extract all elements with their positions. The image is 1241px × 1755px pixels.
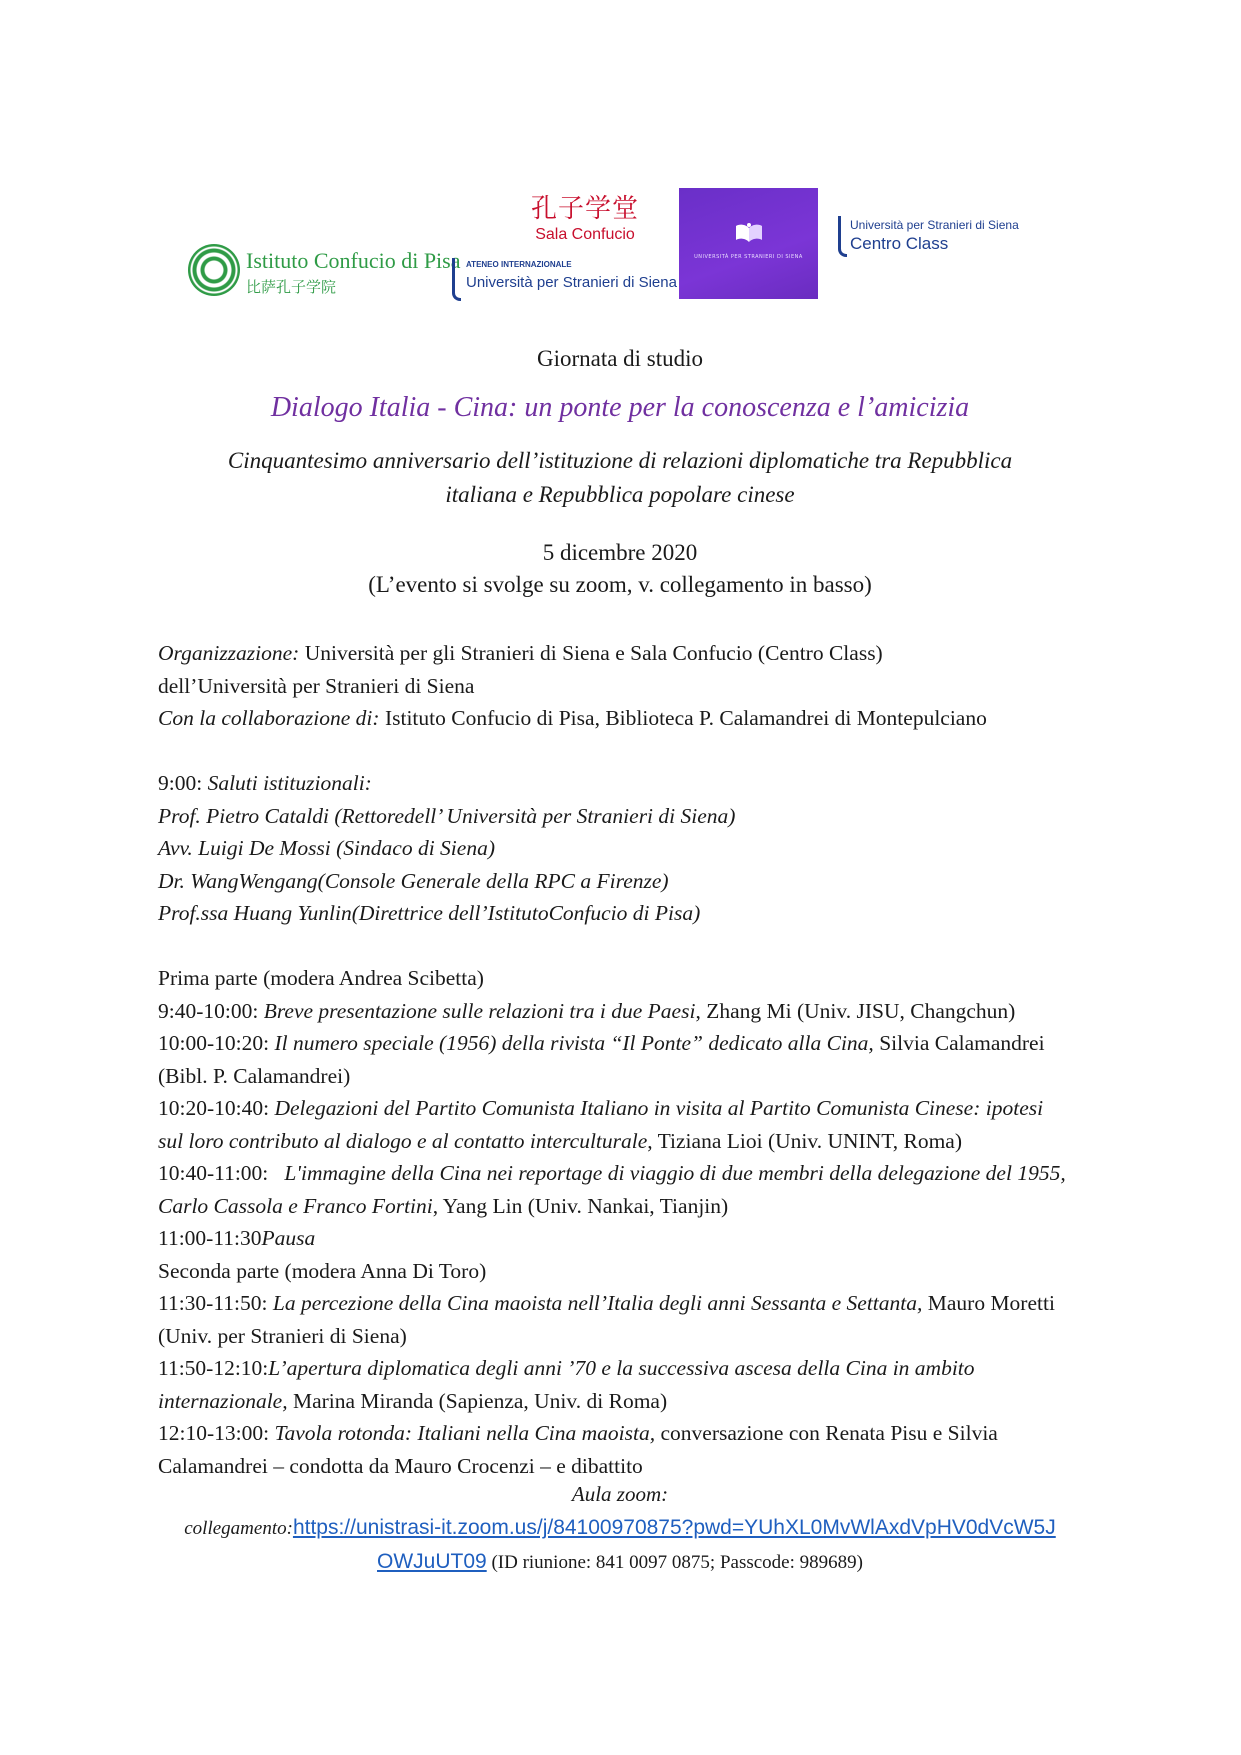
session-item: [158, 1157, 1088, 1190]
pause-time: 11:00-11:30: [158, 1226, 262, 1250]
greetings-label: Saluti istituzionali:: [207, 771, 372, 795]
session-time: 11:50-12:10:: [158, 1356, 269, 1380]
session-time: 9:40-10:00:: [158, 998, 264, 1023]
session-title-cont: internazionale,: [158, 1388, 288, 1413]
session-speaker: Silvia Calamandrei: [873, 1031, 1045, 1055]
subtitle-line-1: Cinquantesimo anniversario dell’istituzione di relazioni diplomatiche tra Repubblica: [227, 448, 1013, 473]
speaker-name: Prof. Pietro Cataldi (Rettoredell’ Università per Stranieri di Siena): [158, 803, 736, 828]
event-subtitle: [120, 444, 1120, 512]
session-cont: [158, 1190, 1088, 1223]
confucius-emblem-icon: [188, 244, 240, 296]
collaboration-text: Istituto Confucio di Pisa, Biblioteca P. Calamandrei di Montepulciano: [379, 706, 987, 730]
speaker-item: [158, 832, 1088, 865]
session-cont: [158, 1125, 1088, 1158]
session-speaker-cont: Calamandrei – condotta da Mauro Crocenzi – e dibattito: [158, 1453, 643, 1478]
organization-text: Università per gli Stranieri di Siena e Sala Confucio (Centro Class): [299, 641, 883, 665]
zoom-section: [140, 1478, 1100, 1580]
session-title-cont: Carlo Cassola e Franco Fortini: [158, 1193, 433, 1218]
session-title: L'immagine della Cina nei reportage di viaggio di due membri della delegazione del 1955,: [284, 1161, 1066, 1185]
session-item: [158, 1352, 1088, 1385]
sala-logo-name: Sala Confucio: [535, 226, 635, 243]
class-logo-name: Centro Class: [850, 234, 949, 253]
zoom-label: [140, 1478, 1100, 1511]
session-item: [158, 1417, 1088, 1450]
session-time: 12:10-13:00:: [158, 1421, 275, 1445]
session-speaker: , Zhang Mi (Univ. JISU, Changchun): [695, 998, 1016, 1023]
session-item: [158, 1287, 1088, 1320]
session-cont: [158, 1385, 1088, 1418]
collaboration-line: [158, 702, 1088, 735]
session-title: Tavola rotonda: Italiani nella Cina maoista,: [274, 1421, 656, 1445]
zoom-link-line-2: [140, 1545, 1100, 1580]
speaker-item: [158, 800, 1088, 833]
organization-line: [158, 637, 1088, 670]
subtitle-line-2: italiana e Repubblica popolare cinese: [445, 482, 795, 507]
class-logo-top: Università per Stranieri di Siena: [850, 218, 1019, 232]
session-title: Il numero speciale (1956) della rivista “Il Ponte” dedicato alla Cina,: [274, 1031, 874, 1055]
event-note: (L’evento si svolge su zoom, v. collegamento in basso): [368, 572, 872, 597]
session-speaker: Mauro Moretti: [922, 1291, 1055, 1315]
session-item: [158, 995, 1088, 1028]
greetings-time: 9:00:: [158, 771, 208, 795]
zoom-room-label: Aula zoom:: [571, 1482, 669, 1506]
ateneo-internazionale-logo: [452, 258, 680, 302]
ateneo-logo-top: ATENEO INTERNAZIONALE: [466, 260, 572, 269]
session-title: Breve presentazione sulle relazioni tra i due Paesi: [263, 998, 696, 1023]
pisa-logo-chinese: 比萨孔子学院: [246, 278, 337, 296]
zoom-link-label: collegamento:: [184, 1517, 293, 1539]
session-speaker-cont: (Univ. per Stranieri di Siena): [158, 1323, 407, 1348]
event-title: Dialogo Italia - Cina: un ponte per la conoscenza e l’amicizia: [270, 392, 970, 423]
pisa-logo-name: Istituto Confucio di Pisa: [246, 248, 461, 273]
session-speaker: , Yang Lin (Univ. Nankai, Tianjin): [432, 1193, 729, 1218]
program-body: [158, 637, 1088, 1482]
session-title: Delegazioni del Partito Comunista Italiano in visita al Partito Comunista Cinese: ipotesi: [274, 1096, 1044, 1120]
session-time: 10:20-10:40:: [158, 1096, 275, 1120]
part-one-heading: Prima parte (modera Andrea Scibetta): [158, 966, 484, 990]
speaker-name: Avv. Luigi De Mossi (Sindaco di Siena): [158, 836, 495, 860]
session-title-cont: sul loro contributo al dialogo e al contatto interculturale: [158, 1128, 648, 1153]
session-item: [158, 1027, 1088, 1060]
centro-class-logo: [838, 214, 1018, 258]
open-book-icon: [735, 222, 763, 244]
session-time: 10:40-11:00:: [158, 1161, 285, 1185]
sala-confucio-logo: [500, 194, 670, 250]
speaker-name: Prof.ssa Huang Yunlin(Direttrice dell’IstitutoConfucio di Pisa): [158, 901, 701, 925]
session-item: [158, 1092, 1088, 1125]
pause-label: Pausa: [261, 1226, 316, 1250]
purple-university-logo: [679, 188, 818, 299]
event-date: 5 dicembre 2020: [542, 540, 698, 565]
speaker-item: [158, 865, 1088, 898]
zoom-meeting-info: (ID riunione: 841 0097 0875; Passcode: 989689): [486, 1552, 863, 1573]
university-bracket-icon: [452, 258, 461, 301]
pause-item: [158, 1222, 1088, 1255]
collaboration-label: Con la collaborazione di:: [158, 706, 380, 730]
event-kicker: Giornata di studio: [536, 346, 704, 371]
sala-logo-chinese: 孔子学堂: [530, 194, 639, 224]
ateneo-logo-name: Università per Stranieri di Siena: [466, 274, 677, 291]
session-title: L’apertura diplomatica degli anni ’70 e la successiva ascesa della Cina in ambito: [268, 1356, 975, 1380]
organization-label: Organizzazione:: [158, 641, 300, 665]
session-time: 10:00-10:20:: [158, 1031, 275, 1055]
zoom-meeting-link-cont[interactable]: OWJuUT09: [377, 1550, 487, 1573]
istituto-confucio-pisa-logo: [188, 244, 461, 300]
session-speaker: , Tiziana Lioi (Univ. UNINT, Roma): [647, 1128, 962, 1153]
part-two-heading: Seconda parte (modera Anna Di Toro): [158, 1258, 487, 1283]
speaker-name: Dr. WangWengang(Console Generale della RPC a Firenze): [158, 868, 669, 893]
session-speaker: conversazione con Renata Pisu e Silvia: [655, 1421, 998, 1445]
organization-line-2: dell’Università per Stranieri di Siena: [158, 673, 475, 698]
session-title: La percezione della Cina maoista nell’Italia degli anni Sessanta e Settanta,: [272, 1291, 923, 1315]
zoom-meeting-link[interactable]: https://unistrasi-it.zoom.us/j/84100970875?pwd=YUhXL0MvWlAxdVpHV0dVcW5J: [292, 1515, 1056, 1539]
speaker-item: [158, 897, 1088, 930]
university-bracket-icon: [838, 216, 847, 257]
session-speaker: Marina Miranda (Sapienza, Univ. di Roma): [287, 1388, 668, 1413]
session-speaker-cont: (Bibl. P. Calamandrei): [158, 1063, 351, 1088]
greetings-heading: [158, 767, 1088, 800]
session-time: 11:30-11:50:: [158, 1291, 273, 1315]
purple-logo-caption: UNIVERSITÀ PER STRANIERI DI SIENA: [694, 254, 803, 260]
zoom-link-line: [140, 1511, 1100, 1546]
